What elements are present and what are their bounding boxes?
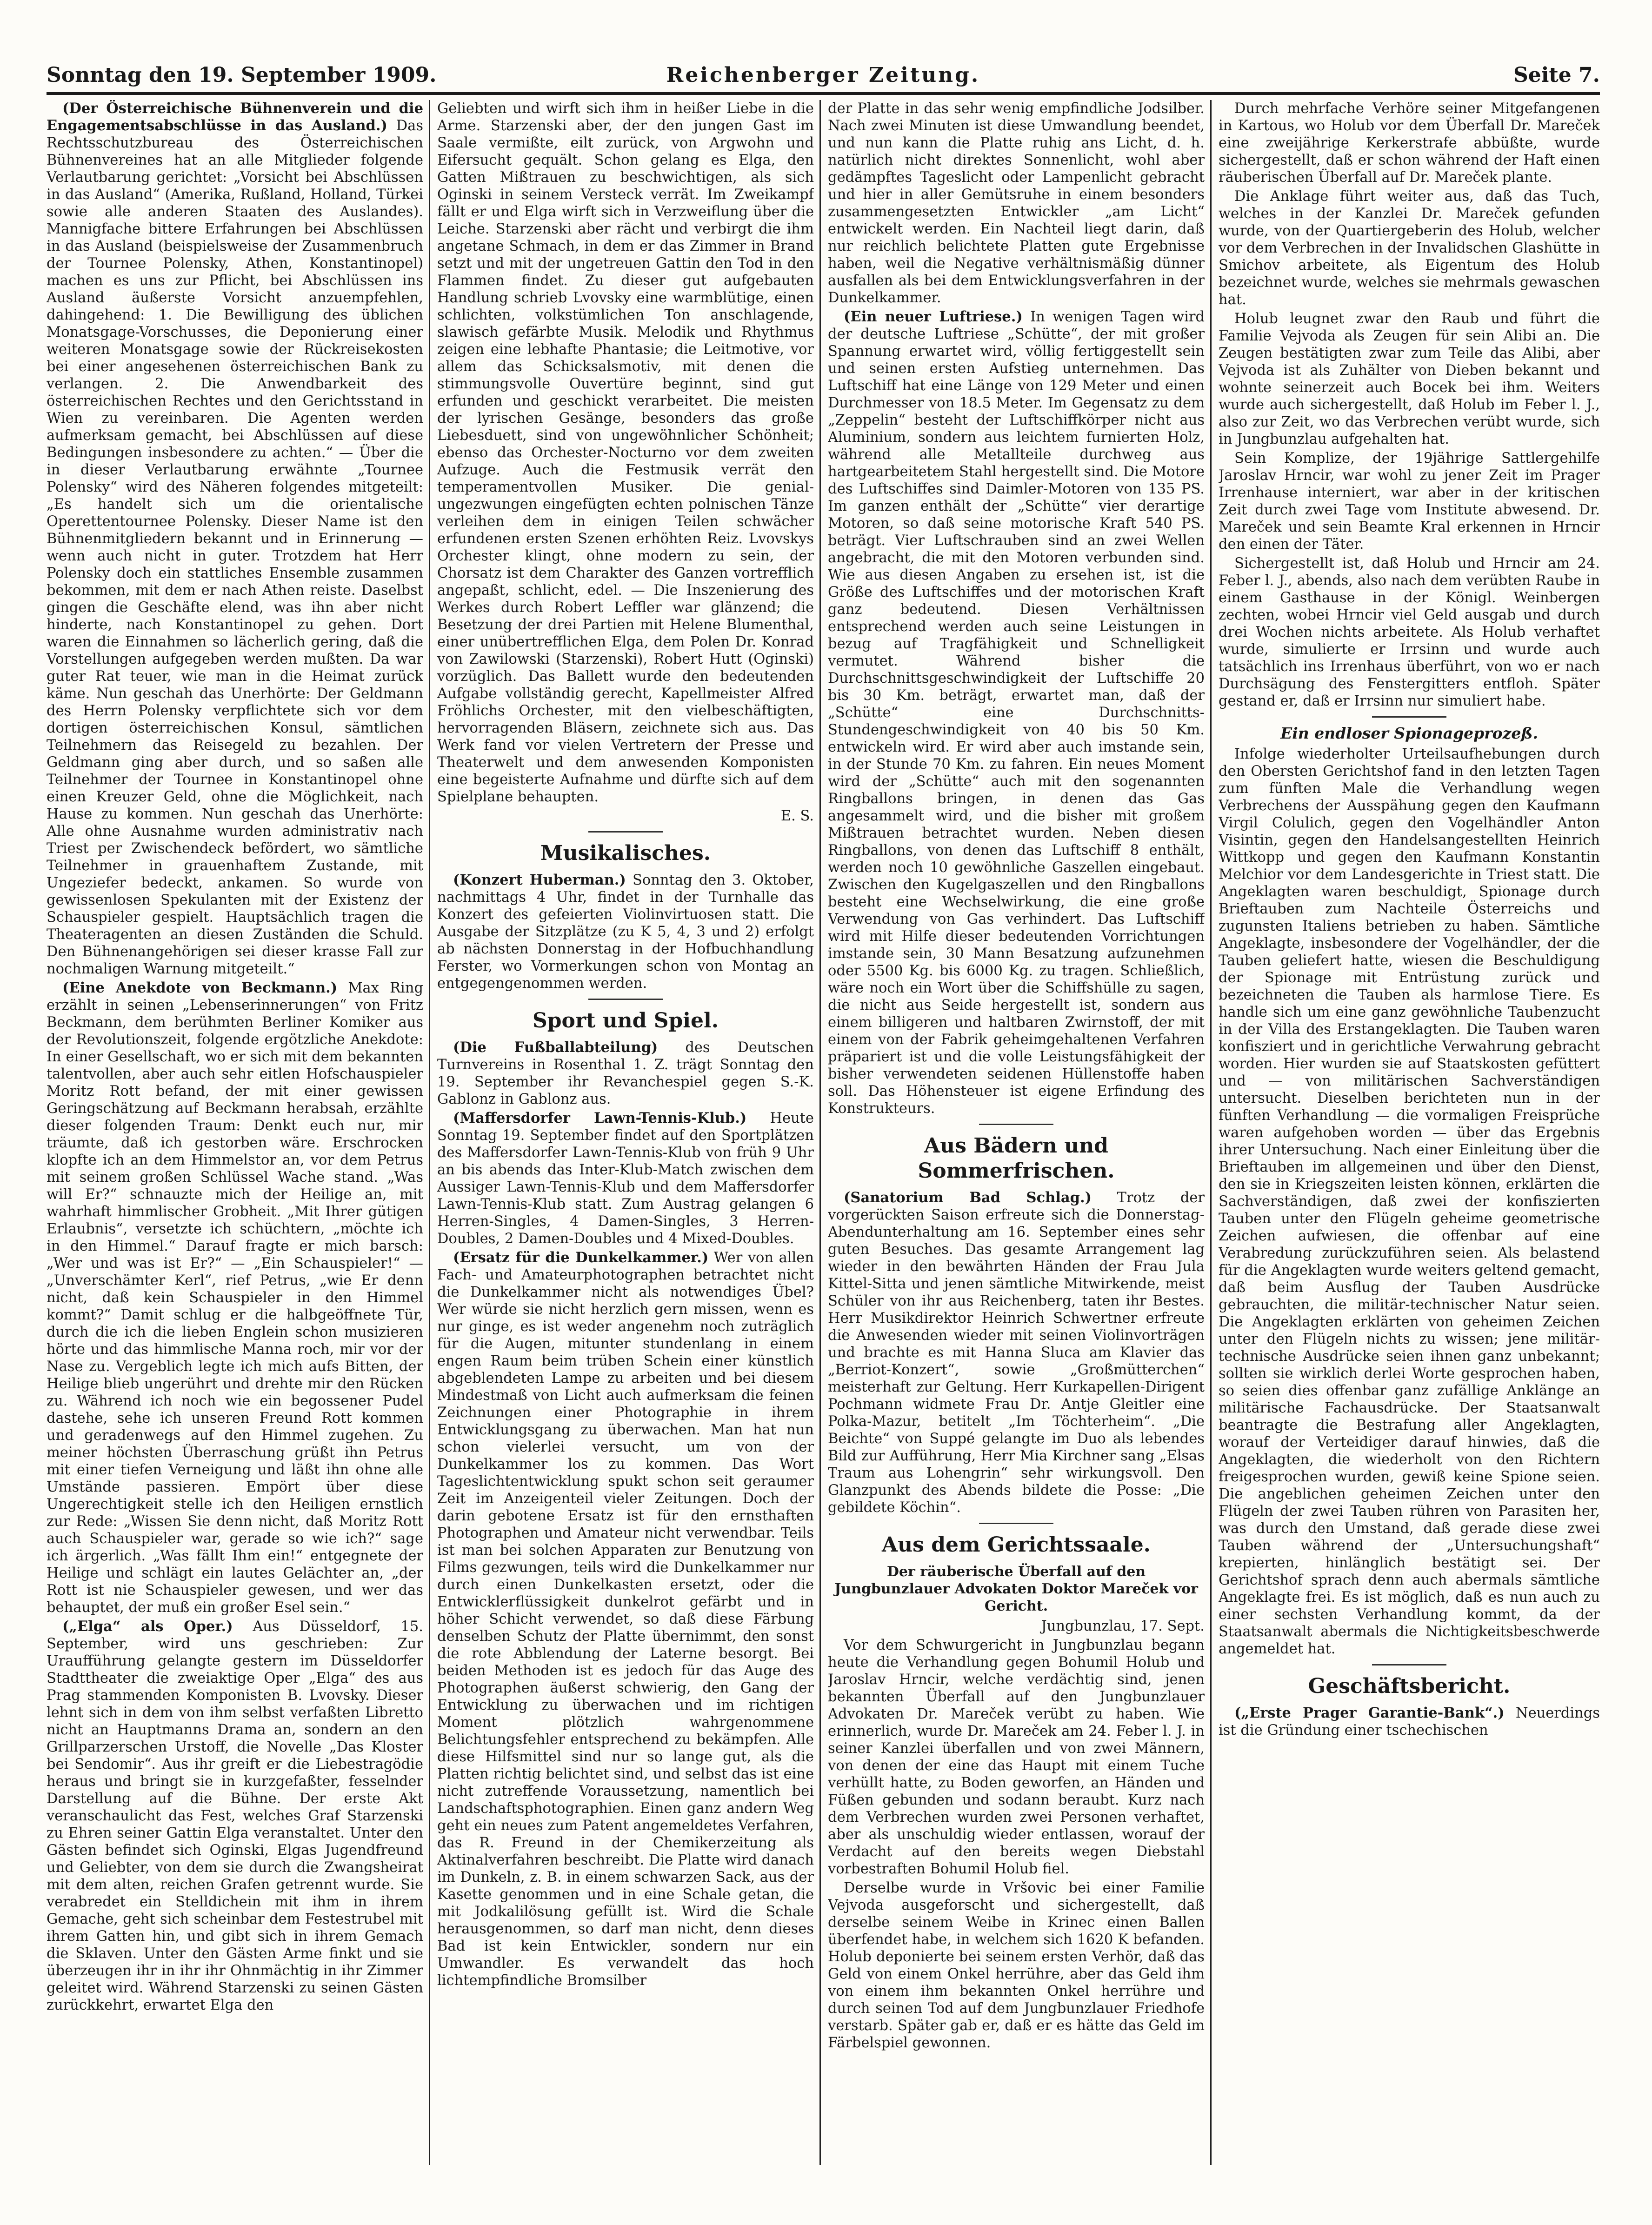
article-lead: (Konzert Huberman.) <box>453 872 626 888</box>
article-gericht-continued: Die Anklage führt weiter aus, daß das Tuch, welches in der Kanzlei Dr. Mareček gefunden wurde, von der Quartiergeberin des Holub, welcher vor dem Verbrechen in der Invalidschen Glashütte in Smichov arbeitete, als Eigentum des Holub bezeichnet wurde, welches sie mehrmals gewaschen hat. <box>1219 188 1600 308</box>
article-fussball <box>437 1039 814 1108</box>
section-heading-baeder: Aus Bädern und Sommerfrischen. <box>918 1134 1115 1183</box>
article-body: Heute Sonntag 19. September findet auf den Sportplätzen des Maffersdorfer Lawn-Tennis-Klub von früh 9 Uhr an bis abends das Inter-Klub-Match zwischen dem Aussiger Lawn-Tennis-Klub und dem Maffersdorfer Lawn-Tennis-Klub statt. Zum Austrag gelangen 6 Herren-Singles, 4 Damen-Singles, 3 Herren-Doubles, 2 Damen-Doubles und 4 Mixed-Doubles. <box>437 1110 814 1247</box>
column-rule <box>819 100 821 2165</box>
article-body: Wer von allen Fach- und Amateurphotographen betrachtet nicht die Dunkelkammer nicht als notwendiges Übel? Wer würde sie nicht herzlich gern missen, wenn es nur ginge, es ist weder angenehm noch zuträglich für die Augen, mitunter stundenlang in einem engen Raum beim trüben Schein einer künstlich abgeblendeten Lampe zu arbeiten und bei diesem Mindestmaß von Licht auch aufmerksam die feinen Zeichnungen einer Photographie in ihrem Entwicklungsgang zu überwachen. Man hat nun schon vielerlei versucht, um von der Dunkelkammer los zu kommen. Das Wort Tageslichtentwicklung spukt schon seit geraumer Zeit im Anzeigenteil vieler Zeitungen. Doch der darin gebotene Ersatz ist für den ernsthaften Photographen und Amateur nicht verwendbar. Teils ist man bei solchen Apparaten zur Benutzung von Films gezwungen, teils wird die Dunkelkammer nur durch einen Dunkelkasten ersetzt, oder die Entwicklerflüssigkeit dunkelrot gefärbt und in höher Schicht verwendet, so daß diese Färbung denselben Schutz der Platte übernimmt, den sonst die rote Abblendung der Laterne besorgt. Bei beiden Methoden ist es jedoch für das Auge des Photographen äußerst schwierig, den Gang der Entwicklung zu überwachen und im richtigen Moment plötzlich wahrgenommene Belichtungsfehler entsprechend zu bekämpfen. Alle diese Hilfsmittel sind nur so lange gut, als die Platten richtig belichtet sind, und selbst das ist eine nicht zutreffende Voraussetzung, namentlich bei Landschaftsphotographien. Einen ganz andern Weg geht ein neues zum Patent angemeldetes Verfahren, das R. Freund in der Chemikerzeitung als Aktinalverfahren beschreibt. Die Platte wird danach im Dunkeln, z. B. in einem schwarzen Sack, aus der Kasette genommen und in eine Schale getan, die mit Jodkalilösung gefüllt ist. Wird die Schale herausgenommen, so darf man nicht, denn dieses Bad ist kein Entwickler, sondern nur ein Umwandler. Es verwandelt das hoch lichtempfindliche Bromsilber <box>437 1250 814 1989</box>
article-body: Aus Düsseldorf, 15. September, wird uns geschrieben: Zur Uraufführung gelangte gestern im Düsseldorfer Stadttheater die zweiaktige Oper „Elga“ des aus Prag stammenden Komponisten B. Lvovsky. Dieser lehnt sich in dem von ihm selbst verfaßten Libretto nicht an Hauptmanns Drama an, sondern an den Grillparzerschen Urstoff, die Novelle „Das Kloster bei Sendomir“. Aus ihr greift er die Liebestragödie heraus und bringt sie in kurzgefaßter, fesselnder Darstellung auf die Bühne. Der erste Akt veranschaulicht das Fest, welches Graf Starzenski zu Ehren seiner Gattin Elga veranstaltet. Unter den Gästen befindet sich Oginski, Elgas Jugendfreund und Geliebter, von dem sie durch die Zwangsheirat mit dem alten, reichen Grafen getrennt wurde. Sie verabredet ein Stelldichein mit ihm in ihrem Gemache, geht sich scheinbar dem Festestrubel mit ihrem Gatten hin, und gibt sich in ihrem Gemach die Sklaven. Unter den Gästen Arme finkt und sie überzeugen ihr in ihr ihr Ohnmächtig in ihr Zimmer geleitet wird. Während Starzenski zu seinen Gästen zurückkehrt, erwartet Elga den <box>47 1619 423 2013</box>
article-gericht-body: Derselbe wurde in Vršovic bei einer Familie Vejvoda ausgeforscht und sichergestellt, daß derselbe seinem Weibe in Krinec einen Ballen überfendet habe, in welchem sich 1620 K befanden. Holub deponierte bei seinem ersten Verhör, daß das Geld von einem Onkel herrühre, aber das Geld ihm von einem ihm bekannten Onkel herrühre und durch seinen Tod auf dem Jungbunzlauer Friedhofe verstarb. Später gab er, daß er es hätte das Geld im Färbelspiel gewonnen. <box>828 1880 1205 2051</box>
article-lead: („Erste Prager Garantie-Bank“.) <box>1234 1705 1505 1721</box>
article-lead: (Eine Anekdote von Beckmann.) <box>62 979 338 996</box>
column-1 <box>47 100 423 2165</box>
article-dateline: Jungbunzlau, 17. Sept. <box>1041 1618 1205 1634</box>
article-signature: E. S. <box>780 808 814 824</box>
separator <box>1372 1664 1446 1665</box>
article-body: Trotz der vorgerückten Saison erfreute sich die Donnerstag-Abendunterhaltung am 16. September eines sehr guten Besuches. Das gesamte Arrangement lag wieder in den bewährten Händen der Frau Jula Kittel-Sitta und jenen sämtliche Mitwirkende, meist Schüler von ihr aus Reichenberg, taten ihr Bestes. Herr Musikdirektor Heinrich Schwertner erfreute die Anwesenden wieder mit seinen Violinvorträgen und brachte es mit Hanna Sluca am Klavier das „Berriot-Konzert“, sowie „Großmütterchen“ meisterhaft zur Geltung. Herr Kurkapellen-Dirigent Pochmann widmete Frau Dr. Antje Gleitler eine Polka-Mazur, betitelt „Im Töchterheim“. „Die Beichte“ von Suppé gelangte im Duo als lebendes Bild zur Aufführung, Herr Mia Kirchner sang „Elsas Traum aus Lohengrin“ sehr wirkungsvoll. Den Glanzpunkt des Abends bildete die Posse: „Die gebildete Köchin“. <box>828 1190 1205 1516</box>
section-heading-musik: Musikalisches. <box>540 841 711 865</box>
article-body: In wenigen Tagen wird der deutsche Luftriese „Schütte“, der mit großer Spannung erwartet wird, völlig fertiggestellt sein und seinen ersten Aufstieg unternehmen. Das Luftschiff hat eine Länge von 129 Meter und einen Durchmesser von 18.5 Meter. Im Gegensatz zu dem „Zeppelin“ besteht der Luftschiffkörper nicht aus Aluminium, sondern aus leichtem furnierten Holz, während alle Metallteile durchweg aus hartgearbeitetem Stahl hergestellt sind. Die Motore des Luftschiffes sind Daimler-Motoren von 135 PS. Im ganzen enthält der „Schütte“ vier derartige Motoren, so daß seine motorische Kraft 540 PS. beträgt. Vier Luftschrauben sind an zwei Wellen angebracht, die mit den Motoren verbunden sind. Wie aus diesen Angaben zu ersehen ist, ist die Größe des Luftschiffes und der motorischen Kraft ganz bedeutend. Diesen Verhältnissen entsprechend werden auch seine Leistungen in bezug auf Tragfähigkeit und Schnelligkeit vermutet. Während bisher die Durchschnittsgeschwindigkeit der Luftschiffe 20 bis 30 Km. beträgt, erwartet man, daß der „Schütte“ eine Durchschnitts-Stundengeschwindigkeit von 40 bis 50 Km. entwickeln wird. Er wird aber auch imstande sein, in der Stunde 70 Km. zu fahren. Ein neues Moment wird der „Schütte“ auch mit den sogenannten Ringballons bringen, in denen das Gas angesammelt wird, und die bisher mit großem Mißtrauen betrachtet wurden. Neben diesen Ringballons, von denen das Luftschiff 8 enthält, werden noch 10 gewöhnliche Gaszellen eingebaut. Zwischen den Kugelgaszellen und den Ringballons besteht eine Wechselwirkung, die eine große Verwendung von Gas verhindert. Das Luftschiff wird mit Hilfe dieser bedeutenden Vorrichtungen imstande sein, 30 Mann Besatzung aufzunehmen oder 5500 Kg. bis 6000 Kg. zu tragen. Schließlich, wäre noch ein Wort über die Schiffshülle zu sagen, die nicht aus Seide hergestellt ist, sondern aus einem billigeren und haltbaren Zwirnstoff, der mit einem von der Fabrik geheimgehaltenen Verfahren präpariert ist und die volle Leistungsfähigkeit der bisher verwendeten seidenen Hüllenstoffe haben soll. Das Höhensteuer ist eigene Erfindung des Konstrukteurs. <box>828 309 1205 1117</box>
article-luftriese <box>828 308 1205 1117</box>
article-gericht-continued: Durch mehrfache Verhöre seiner Mitgefangenen in Kartous, wo Holub vor dem Überfall Dr. Mareček eine zweijährige Kerkerstrafe abbüßte, wurde sichergestellt, daß er schon während der Haft einen räuberischen Überfall auf Dr. Mareček plante. <box>1219 100 1600 186</box>
article-lead: („Elga“ als Oper.) <box>62 1618 233 1635</box>
separator <box>588 831 663 833</box>
column-rule <box>1210 100 1212 2165</box>
article-lead: (Maffersdorfer Lawn-Tennis-Klub.) <box>453 1110 747 1126</box>
article-dunkelkammer-continued: der Platte in das sehr wenig empfindliche Jodsilber. Nach zwei Minuten ist diese Umwandlung beendet, und nun kann die Platte ruhig ans Licht, d. h. natürlich nicht direktes Sonnenlicht, wohl aber gedämpftes Tageslicht oder Lampenlicht gebracht und hier in aller Gemütsruhe in einem besonders zusammengesetzten Entwickler „am Licht“ entwickelt werden. Ein Nachteil liegt darin, daß nur reichlich belichtete Platten gute Ergebnisse haben, weil die Negative verhältnismäßig dünner ausfallen als bei dem Entwicklungsverfahren in der Dunkelkammer. <box>828 100 1205 306</box>
article-tennis <box>437 1110 814 1247</box>
article-body: Das Rechtsschutzbureau des Österreichischen Bühnenvereines hat an alle Mitglieder folgende Verlautbarung gerichtet: „Vorsicht bei Abschlüssen in das Ausland“ (Amerika, Rußland, Holland, Türkei sowie alle anderen Staaten des Auslandes). Mannigfache bittere Erfahrungen bei Abschlüssen in das Ausland (beispielsweise der Zusammenbruch der Tournee Polensky, Athen, Konstantinopel) machen es uns zur Pflicht, bei Abschlüssen ins Ausland äußerste Vorsicht anzuempfehlen, dahingehend: 1. Die Bewilligung des üblichen Monatsgage-Vorschusses, die Deponierung einer weiteren Monatsgage sowie der Rückreisekosten bei einer angesehenen österreichischen Bank zu verlangen. 2. Die Anwendbarkeit des österreichischen Rechtes und den Gerichtsstand in Wien zu vereinbaren. Die Agenten werden aufmerksam gemacht, bei Abschlüssen auf diese Bedingungen insbesondere zu achten.“ — Über die in dieser Verlautbarung erwähnte „Tournee Polensky“ wird des Näheren folgendes mitgeteilt: „Es handelt sich um die orientalische Operettentournee Polensky. Dieser Name ist den Bühnenmitgliedern bekannt und in Erinnerung — wenn auch nicht in guter. Trotzdem hat Herr Polensky doch ein stattliches Ensemble zusammen bekommen, mit dem er nach Athen reiste. Daselbst gingen die Geschäfte elend, was ihn aber nicht hinderte, nach Konstantinopel zu gehen. Dort waren die Einnahmen so lächerlich gering, daß die Vorstellungen aufgegeben werden mußten. Da war guter Rat teuer, wie man in die Heimat zurück käme. Nun geschah das Unerhörte: Der Geldmann des Herrn Polensky verpflichtete sich vor dem dortigen österreichischen Konsul, sämtlichen Teilnehmern das Reisegeld zu bezahlen. Der Geldmann ging aber durch, und so saßen alle Teilnehmer der Tournee in Konstantinopel ohne einen Kreuzer Geld, ohne die Möglichkeit, nach Hause zu kommen. Nun geschah das Unerhörte: Alle ohne Ausnahme wurden administrativ nach Triest per Zwischendeck befördert, wo sämtliche Teilnehmer in grauenhaftem Zustande, mit Ungeziefer bedeckt, ankamen. So wurde von gewissenlosen Spekulanten mit der Existenz der Schauspieler gespielt. Hauptsächlich tragen die Theateragenten an diesen Zuständen die Schuld. Den Bühnenangehörigen sei dieser krasse Fall zur nochmaligen Warnung mitgeteilt.“ <box>47 118 423 977</box>
separator <box>588 999 663 1000</box>
page-number: Seite 7. <box>1513 63 1600 87</box>
article-heading-spionage: Ein endloser Spionageprozeß. <box>1280 724 1538 742</box>
article-elga <box>47 1618 423 2014</box>
article-lead: (Ersatz für die Dunkelkammer.) <box>453 1249 709 1266</box>
column-3 <box>828 100 1205 2165</box>
article-dunkelkammer <box>437 1249 814 1989</box>
article-subheading: Der räuberische Überfall auf den Jungbunzlauer Advokaten Doktor Mareček vor Gericht. <box>834 1564 1198 1614</box>
article-lead: (Der Österreichische Bühnenverein und die Engagementsabschlüsse in das Ausland.) <box>47 100 423 134</box>
issue-date: Sonntag den 19. September 1909. <box>47 63 437 87</box>
article-body: Neuerdings ist die Gründung einer tschechischen <box>1219 1705 1600 1739</box>
column-2 <box>437 100 814 2165</box>
separator <box>1372 716 1446 718</box>
article-huberman <box>437 872 814 992</box>
article-spionage: Infolge wiederholter Urteilsaufhebungen durch den Obersten Gerichtshof fand in den letzten Tagen zum fünften Male die Verhandlung wegen Verbrechens der Ausspähung gegen den Kaufmann Virgil Colulich, gegen den Vogelhändler Anton Visintin, gegen den Handelsangestellten Heinrich Wittkopp und gegen den Kaufmann Konstantin Melchior vor dem Landesgerichte in Triest statt. Die Angeklagten waren beschuldigt, Spionage durch Brieftauben zum Nachteile Österreichs und zugunsten Italiens betrieben zu haben. Sämtliche Angeklagte, insbesondere der Vogelhändler, der die Tauben geliefert hatte, wiesen die Beschuldigung der Spionage mit Entrüstung zurück und bezeichneten die Tauben als harmlose Tiere. Es handle sich um eine ganz gewöhnliche Taubenzucht in der Villa des Erstangeklagten. Die Tauben waren konfisziert und in gerichtliche Verwahrung gebracht worden. Hier wurden sie auf Staatskosten gefüttert und — von militärischen Sachverständigen untersucht. Dieselben berichteten nun in der fünften Verhandlung — die vormaligen Freisprüche waren aufgehoben worden — über das Ergebnis ihrer Untersuchung. Nach einer Einleitung über die Brieftauben im allgemeinen und über den Dienst, den sie in Kriegszeiten leisten können, erklärten die Sachverständigen, daß zwei der konfiszierten Tauben unter den Flügeln geheime geometrische Zeichen aufwiesen, die offenbar auf eine Verabredung zurückzuführen seien. Als belastend für die Angeklagten wurde weiters geltend gemacht, daß beim Ausflug der Tauben Ausdrücke gebrauchten, die militär-technischer Natur seien. Die Angeklagten erklärten von geheimen Zeichen unter den Flügeln nichts zu wissen; jene militär-technische Ausdrücke seien ihnen ganz unbekannt; sollten sie wirklich derlei Worte gesprochen haben, so seien dies offenbar ganz zufällige Anklänge an militärische Fachausdrücke. Der Staatsanwalt beantragte die Bestrafung aller Angeklagten, worauf der Verteidiger darauf hinwies, daß die Angeklagten, die wiederholt von den Richtern freigesprochen wurden, gewiß keine Spione seien. Die angeblichen geheimen Zeichen unter den Flügeln der zwei Tauben rühren von Parasiten her, was durch den Umstand, daß gerade diese zwei Tauben während der „Untersuchungshaft“ krepierten, hinlänglich bestätigt sei. Der Gerichtshof sprach denn auch abermals sämtliche Angeklagte frei. Es ist möglich, daß es nun auch zu einer sechsten Verhandlung kommt, da der Staatsanwalt abermals die Nichtigkeitsbeschwerde angemeldet hat. <box>1219 746 1600 1657</box>
article-lead: (Sanatorium Bad Schlag.) <box>844 1189 1092 1206</box>
article-lead: (Die Fußballabteilung) <box>453 1039 658 1056</box>
article-gericht-continued: Holub leugnet zwar den Raub und führt die Familie Vejvoda als Zeugen für sein Alibi an. Die Zeugen bestätigten zwar zum Teile das Alibi, aber Vejvoda ist als Zuhälter von Dieben bekannt und wohnte seinerzeit auch Bocek bei ihm. Weiters wurde auch sichergestellt, daß Holub im Feber l. J., also zur Zeit, wo das Verbrechen verübt wurde, sich in Jungbunzlau aufgehalten hat. <box>1219 311 1600 447</box>
article-gericht-continued: Sichergestellt ist, daß Holub und Hrncir am 24. Feber l. J., abends, also nach dem verübten Raube in einem Gasthause in der Königl. Weinbergen zechten, wobei Hrncir viel Geld ausgab und durch drei Wochen nichts arbeitete. Als Holub verhaftet wurde, simulierte er Irrsinn und wurde auch tatsächlich ins Irrenhaus überführt, von wo er nach Durchsägung des Fenstergitters entfloh. Später gestand er, daß er Irrsinn nur simuliert habe. <box>1219 555 1600 709</box>
article-lead: (Ein neuer Luftriese.) <box>844 308 1023 325</box>
separator <box>979 1523 1053 1524</box>
article-beckmann <box>47 979 423 1616</box>
article-gericht-continued: Sein Komplize, der 19jährige Sattlergehilfe Jaroslav Hrncir, war wohl zu jener Zeit im Prager Irrenhause interniert, war aber in der kritischen Zeit durch zwei Tage vom Institute abwesend. Dr. Mareček und sein Beamte Kral erkennen in Hrncir den einen der Täter. <box>1219 450 1600 553</box>
column-4 <box>1219 100 1600 2165</box>
article-garantie-bank <box>1219 1705 1600 1739</box>
article-buehnenverein <box>47 100 423 978</box>
column-rule <box>429 100 430 2165</box>
article-gericht-body: Vor dem Schwurgericht in Jungbunzlau begann heute die Verhandlung gegen Bohumil Holub und Jaroslav Hrncir, welche verdächtig sind, jenen bekannten Überfall auf den Jungbunzlauer Advokaten Dr. Mareček verübt zu haben. Wie erinnerlich, wurde Dr. Mareček am 24. Feber l. J. in seiner Kanzlei überfallen und von zwei Männern, von denen der eine das Haupt mit einem Tuche verhüllt hatte, zu Boden geworfen, an Händen und Füßen gebunden und sodann beraubt. Kurz nach dem Verbrechen wurden zwei Personen verhaftet, aber als unschuldig wieder entlassen, worauf der Verdacht auf den bereits wegen Diebstahl vorbestraften Bohumil Holub fiel. <box>828 1637 1205 1877</box>
newspaper-title: Reichenberger Zeitung. <box>666 63 980 87</box>
section-heading-geschaeft: Geschäftsbericht. <box>1308 1674 1511 1698</box>
page-header <box>47 55 1600 95</box>
article-body: des Deutschen Turnvereins in Rosenthal 1. Z. trägt Sonntag den 19. September ihr Revanchespiel gegen S.-K. Gablonz in Gablonz aus. <box>437 1039 814 1107</box>
section-heading-sport: Sport und Spiel. <box>532 1009 719 1033</box>
article-bad-schlag <box>828 1189 1205 1516</box>
article-body: Sonntag den 3. Oktober, nachmittags 4 Uhr, findet in der Turnhalle das Konzert des gefeierten Violinvirtuosen statt. Die Ausgabe der Sitzplätze (zu K 5, 4, 3 und 2) erfolgt ab nächsten Donnerstag in der Hofbuchhandlung Ferster, wo Vormerkungen schon von Montag an entgegengenommen werden. <box>437 872 814 992</box>
separator <box>979 1124 1053 1125</box>
section-heading-gericht: Aus dem Gerichtssaale. <box>881 1533 1151 1557</box>
article-body: Max Ring erzählt in seinen „Lebenserinnerungen“ von Fritz Beckmann, dem berühmten Berliner Komiker aus der Revolutionszeit, folgende ergötzliche Anekdote: In einer Gesellschaft, wo er sich mit dem bekannten talentvollen, aber auch sehr eitlen Hofschauspieler Moritz Rott befand, der mit einer gewissen Geringschätzung auf Beckmann herabsah, erzählte dieser folgenden Traum: Denkt euch nur, mir träumte, daß ich gestorben wäre. Erschrocken klopfte ich an dem Himmelstor an, vor dem Petrus mit seinem großen Schlüssel Wache stand. „Was will Er?“ schnauzte mich der Heilige an, mit wahrhaft himmlischer Grobheit. „Mit Ihrer gütigen Erlaubnis“, versetzte ich schüchtern, „möchte ich in den Himmel.“ Darauf fragte er mich barsch: „Wer und was ist Er?“ — „Ein Schauspieler!“ — „Unverschämter Kerl“, rief Petrus, „wie Er denn nicht, daß kein Schauspieler in den Himmel kommt?“ Damit schlug er die halbgeöffnete Tür, durch die ich die lieben Englein schon musizieren hörte und das himmlische Manna roch, mir vor der Nase zu. Vergeblich legte ich mich aufs Bitten, der Heilige blieb ungerührt und drehte mir den Rücken zu. Während ich noch wie ein begossener Pudel dastehe, sehe ich unseren Freund Rott kommen und geradenwegs auf den Himmel zugehen. Zu meiner höchsten Überraschung grüßt ihn Petrus mit einer tiefen Verneigung und läßt ihn ohne alle Umstände passieren. Empört über diese Ungerechtigkeit stelle ich den Heiligen ernstlich zur Rede: „Wissen Sie denn nicht, daß Moritz Rott auch Schauspieler war, gerade so wie ich?“ sage ich ärgerlich. „Was fällt Ihm ein!“ entgegnete der Heilige und schlägt ein lautes Gelächter an, „der Rott ist nie Schauspieler gewesen, und wer das behauptet, der muß ein großer Esel sein.“ <box>47 980 423 1616</box>
article-elga-continued: Geliebten und wirft sich ihm in heißer Liebe in die Arme. Starzenski aber, der den jungen Gast im Saale vermißte, eilt zurück, von Argwohn und Eifersucht gequält. Schon gelang es Elga, den Gatten Mißtrauen zu beschwichtigen, als sich Oginski in seinem Versteck verrät. Im Zweikampf fällt er und Elga wirft sich in Verzweiflung über die Leiche. Starzenski aber rächt und verbirgt die ihm angetane Schmach, in dem er das Zimmer in Brand setzt und mit der ungetreuen Gattin den Tod in den Flammen findet. Zu dieser gut aufgebauten Handlung schrieb Lvovsky eine warmblütige, einen schlichten, volkstümlichen Ton anschlagende, slawisch gefärbte Musik. Melodik und Rhythmus zeigen eine lebhafte Phantasie; die Leitmotive, vor allem das Schicksalsmotiv, mit denen die stimmungsvolle Ouvertüre beginnt, sind gut erfunden und geschickt verarbeitet. Die meisten der lyrischen Gesänge, besonders das große Liebesduett, sind von ungewöhnlicher Schönheit; ebenso das Orchester-Nocturno vor dem zweiten Aufzuge. Auch die Festmusik verrät den temperamentvollen Musiker. Die genial-ungezwungen eingefügten echten polnischen Tänze verleihen dem in einigen Teilen schwächer erfundenen ersten Szenen erhöhten Reiz. Lvovskys Orchester klingt, ohne modern zu sein, der Chorsatz ist dem Charakter des Ganzen vortrefflich angepaßt, schlicht, edel. — Die Inszenierung des Werkes durch Robert Leffler war glänzend; die Besetzung der drei Partien mit Helene Blumenthal, einer unübertrefflichen Elga, dem Polen Dr. Konrad von Zawilowski (Starzenski), Robert Hutt (Oginski) vorzüglich. Das Ballett wurde den bedeutenden Aufgabe vollständig gerecht, Kapellmeister Alfred Fröhlichs Orchester, mit den vielbeschäftigten, hervorragenden Bläsern, zeichnete sich aus. Das Werk fand vor vielen Vertretern der Presse und Theaterwelt und dem anwesenden Komponisten eine begeisterte Aufnahme und dürfte sich auf dem Spielplane behaupten. <box>437 100 814 805</box>
